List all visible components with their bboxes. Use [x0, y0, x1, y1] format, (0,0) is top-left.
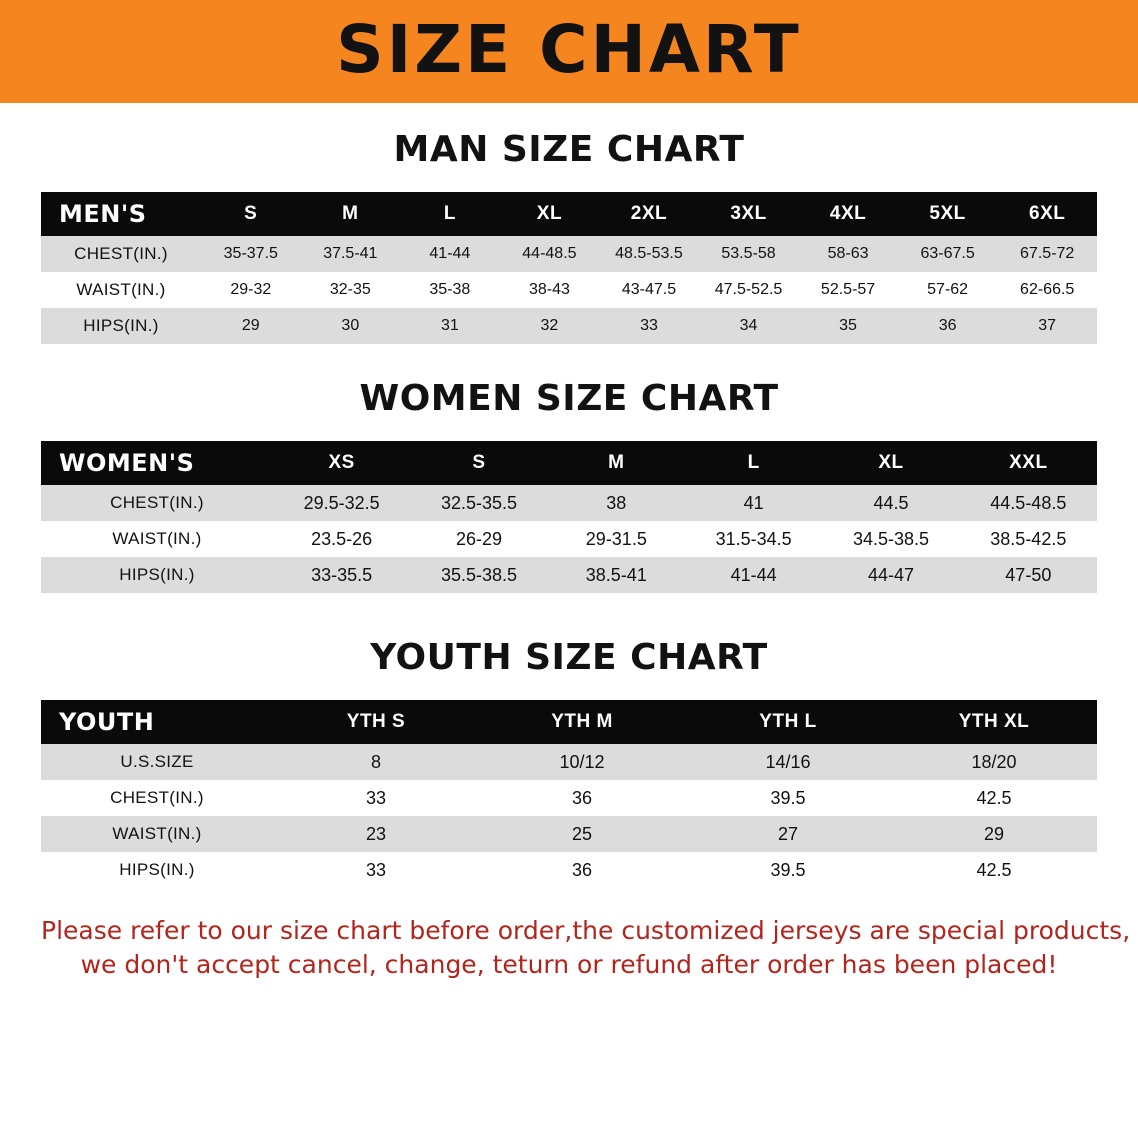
table-cell: 44-48.5 [522, 245, 577, 262]
table-cell: 63-67.5 [920, 245, 975, 262]
youth-row-label-ussize: U.S.SIZE [120, 752, 194, 771]
page-title: SIZE CHART [336, 10, 802, 88]
women-col-s: S [472, 452, 486, 473]
men-corner-label: MEN'S [59, 200, 147, 228]
women-corner-label: WOMEN'S [59, 449, 195, 477]
table-row [41, 308, 1097, 344]
men-col-3xl: 3XL [730, 203, 767, 224]
women-col-m: M [608, 452, 625, 473]
youth-size-table [41, 700, 1097, 888]
men-col-5xl: 5XL [929, 203, 966, 224]
table-cell: 27 [777, 823, 799, 844]
table-cell: 67.5-72 [1020, 245, 1075, 262]
men-col-l: L [443, 203, 456, 224]
youth-corner-label: YOUTH [59, 708, 155, 736]
men-row-label-chest: CHEST(IN.) [74, 244, 168, 263]
women-col-xs: XS [328, 452, 355, 473]
table-cell: 38.5-41 [585, 564, 647, 585]
men-col-xl: XL [536, 203, 563, 224]
table-cell: 47-50 [1005, 564, 1052, 585]
table-row [41, 852, 1097, 888]
men-row-label-waist: WAIST(IN.) [76, 280, 166, 299]
men-col-2xl: 2XL [630, 203, 668, 224]
table-cell: 39.5 [770, 859, 806, 880]
table-cell: 23.5-26 [311, 528, 373, 549]
youth-col-s: YTH S [346, 711, 406, 732]
youth-col-xl: YTH XL [958, 711, 1030, 732]
women-col-xxl: XXL [1009, 452, 1048, 473]
table-cell: 33 [365, 787, 387, 808]
women-row-label-chest: CHEST(IN.) [110, 493, 204, 512]
table-cell: 37.5-41 [323, 245, 378, 262]
table-cell: 42.5 [976, 787, 1012, 808]
table-cell: 29 [983, 823, 1005, 844]
table-row [41, 485, 1097, 521]
women-row-label-hips: HIPS(IN.) [119, 565, 195, 584]
table-cell: 36 [571, 859, 593, 880]
table-cell: 52.5-57 [820, 281, 876, 298]
table-cell: 42.5 [976, 859, 1012, 880]
men-col-m: M [342, 203, 359, 224]
youth-size-table-wrapper [41, 700, 1097, 888]
policy-note [41, 914, 1131, 982]
table-cell: 44.5-48.5 [990, 492, 1067, 513]
man-size-table-wrapper [41, 192, 1097, 344]
table-row [41, 816, 1097, 852]
women-row-label-waist: WAIST(IN.) [112, 529, 202, 548]
policy-note-line-2: we don't accept cancel, change, teturn or refund after order has been placed! [80, 949, 1058, 979]
table-cell: 38 [606, 492, 627, 513]
youth-section-heading: YOUTH SIZE CHART [370, 637, 768, 678]
table-cell: 29 [241, 317, 260, 334]
table-cell: 33 [640, 317, 658, 334]
table-cell: 41 [743, 492, 764, 513]
table-cell: 57-62 [927, 281, 969, 298]
table-cell: 35-37.5 [223, 245, 278, 262]
men-col-6xl: 6XL [1029, 203, 1066, 224]
table-header-row [41, 192, 1097, 236]
table-cell: 23 [365, 823, 387, 844]
table-cell: 44.5 [873, 492, 909, 513]
table-cell: 58-63 [827, 245, 869, 262]
men-col-4xl: 4XL [829, 203, 867, 224]
table-cell: 37 [1038, 317, 1057, 334]
table-header-row [41, 700, 1097, 744]
table-cell: 41-44 [730, 564, 777, 585]
table-cell: 32 [540, 317, 559, 334]
men-row-label-hips: HIPS(IN.) [83, 316, 159, 335]
table-cell: 25 [571, 823, 593, 844]
women-size-table-wrapper [41, 441, 1097, 593]
table-cell: 18/20 [971, 751, 1017, 772]
table-cell: 29.5-32.5 [303, 492, 380, 513]
table-cell: 44-47 [867, 564, 914, 585]
man-size-table [41, 192, 1097, 344]
table-cell: 34.5-38.5 [852, 528, 929, 549]
table-row [41, 236, 1097, 272]
youth-col-m: YTH M [551, 711, 613, 732]
table-cell: 43-47.5 [621, 281, 677, 298]
table-cell: 48.5-53.5 [615, 245, 683, 262]
youth-col-l: YTH L [759, 711, 817, 732]
size-chart-banner [0, 0, 1138, 103]
women-col-xl: XL [878, 452, 904, 473]
table-cell: 32.5-35.5 [440, 492, 518, 513]
youth-row-label-waist: WAIST(IN.) [112, 824, 202, 843]
man-section-heading: MAN SIZE CHART [393, 129, 745, 170]
table-cell: 62-66.5 [1020, 281, 1075, 298]
table-cell: 34 [739, 317, 758, 334]
table-cell: 14/16 [765, 751, 811, 772]
table-cell: 30 [341, 317, 360, 334]
youth-row-label-hips: HIPS(IN.) [119, 860, 195, 879]
table-cell: 41-44 [429, 245, 471, 262]
table-cell: 36 [938, 317, 957, 334]
table-cell: 32-35 [329, 281, 371, 298]
table-row [41, 272, 1097, 308]
women-col-l: L [747, 452, 760, 473]
table-cell: 36 [571, 787, 593, 808]
table-cell: 39.5 [770, 787, 806, 808]
youth-row-label-chest: CHEST(IN.) [110, 788, 204, 807]
table-cell: 47.5-52.5 [714, 281, 783, 298]
table-row [41, 557, 1097, 593]
table-cell: 26-29 [455, 528, 503, 549]
table-row [41, 780, 1097, 816]
table-cell: 29-32 [230, 281, 272, 298]
table-cell: 31 [440, 317, 459, 334]
table-cell: 29-31.5 [585, 528, 647, 549]
table-cell: 8 [370, 751, 381, 772]
women-section-heading: WOMEN SIZE CHART [359, 378, 779, 419]
table-cell: 31.5-34.5 [715, 528, 792, 549]
table-cell: 38.5-42.5 [990, 528, 1067, 549]
table-cell: 10/12 [559, 751, 605, 772]
women-size-table [41, 441, 1097, 593]
table-cell: 53.5-58 [721, 245, 776, 262]
men-col-s: S [244, 203, 258, 224]
table-cell: 35-38 [429, 281, 471, 298]
table-header-row [41, 441, 1097, 485]
table-cell: 33 [365, 859, 387, 880]
table-cell: 38-43 [528, 281, 570, 298]
table-cell: 35.5-38.5 [440, 564, 518, 585]
table-cell: 35 [839, 317, 857, 334]
table-cell: 33-35.5 [311, 564, 373, 585]
policy-note-line-1: Please refer to our size chart before order,the customized jerseys are special products, [41, 916, 1131, 945]
table-row [41, 521, 1097, 557]
table-row [41, 744, 1097, 780]
